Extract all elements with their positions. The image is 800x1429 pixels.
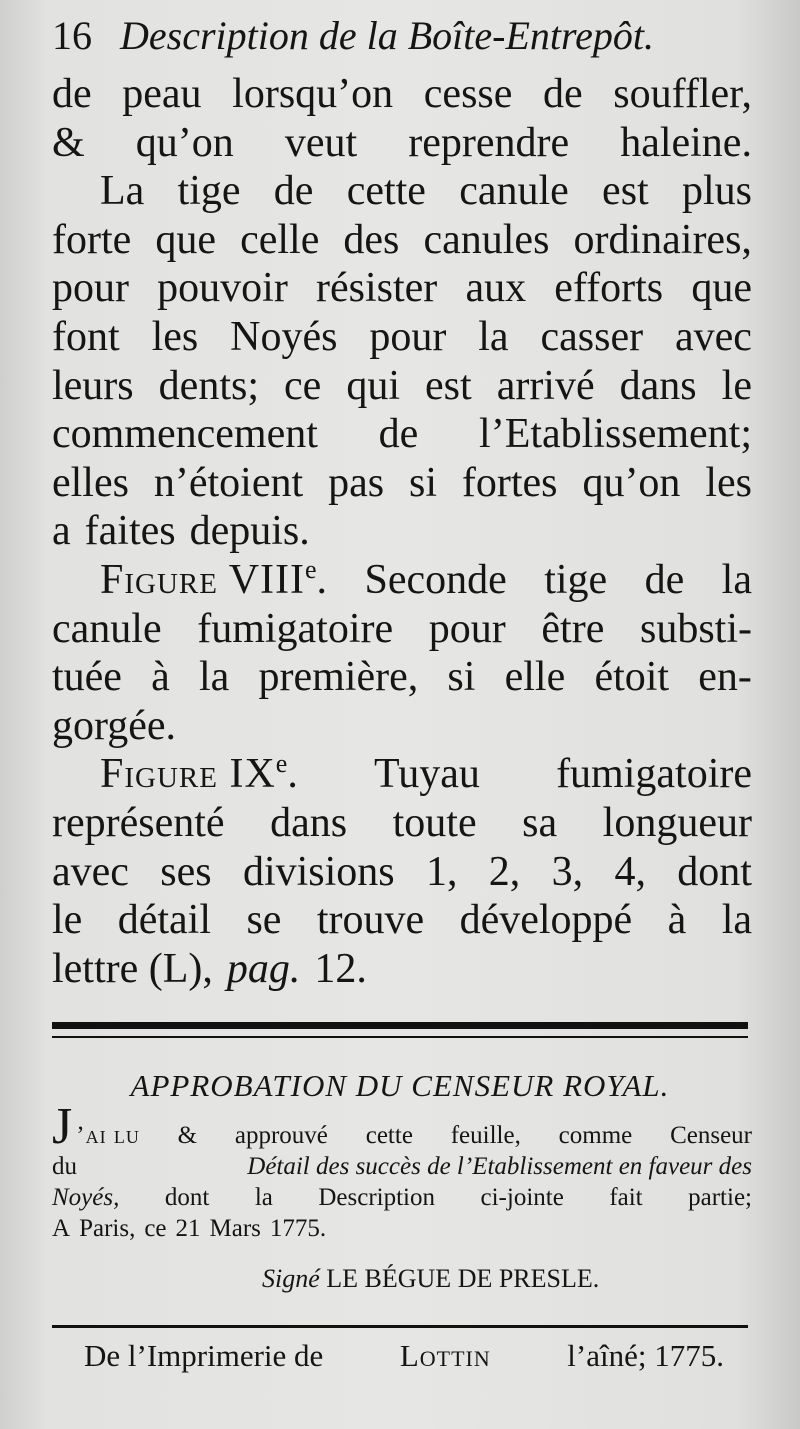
word: ci-jointe bbox=[480, 1184, 564, 1211]
word: détail bbox=[117, 897, 212, 944]
word: divisions bbox=[242, 848, 395, 895]
word: 2, bbox=[488, 848, 521, 895]
approbation-text bbox=[52, 1098, 752, 1244]
page-number: 16 bbox=[52, 13, 92, 58]
word: approuvé bbox=[234, 1122, 328, 1149]
word: a bbox=[52, 508, 71, 555]
word: canule bbox=[52, 605, 162, 652]
word: la bbox=[198, 654, 230, 701]
word: Paris, bbox=[79, 1215, 136, 1242]
running-title: Description de la Boîte-Entrepôt. bbox=[120, 13, 654, 58]
text-fragment: du bbox=[52, 1153, 77, 1180]
figure-label: Figure VIIIe. bbox=[100, 555, 328, 603]
text-line bbox=[52, 507, 752, 556]
word: & bbox=[52, 119, 85, 166]
word: veut bbox=[284, 119, 358, 166]
word: Noyés bbox=[230, 313, 338, 360]
word: font bbox=[52, 313, 120, 360]
text-line bbox=[52, 653, 752, 702]
word: ce bbox=[284, 362, 322, 409]
text-line bbox=[52, 264, 752, 313]
word: elle bbox=[504, 654, 566, 701]
word: pour bbox=[428, 605, 506, 652]
word: souffler, bbox=[613, 71, 752, 117]
word: cette bbox=[365, 1122, 413, 1149]
word: lorsqu’on bbox=[232, 71, 394, 117]
word: longueur bbox=[602, 799, 752, 846]
word: Seconde bbox=[364, 556, 507, 603]
word: les bbox=[151, 313, 199, 360]
word: cesse bbox=[423, 71, 513, 117]
word: leurs bbox=[52, 362, 134, 409]
word: dents; bbox=[158, 362, 259, 409]
text-line bbox=[52, 70, 752, 119]
thick-rule bbox=[52, 1022, 748, 1029]
word: casser bbox=[540, 313, 644, 360]
text-line bbox=[52, 896, 752, 945]
word: de bbox=[644, 556, 685, 603]
word: fait bbox=[609, 1184, 643, 1211]
word: & bbox=[177, 1122, 198, 1149]
word: de bbox=[273, 168, 314, 215]
printer-name: Lottin bbox=[399, 1338, 491, 1373]
word: sa bbox=[522, 799, 558, 846]
word: si bbox=[408, 459, 437, 506]
word: développé bbox=[459, 897, 633, 944]
word: elles bbox=[52, 459, 129, 506]
word: A bbox=[52, 1215, 71, 1242]
word: représenté bbox=[52, 799, 225, 846]
imprint bbox=[84, 1338, 724, 1374]
word: si bbox=[447, 654, 476, 701]
text-line bbox=[52, 459, 752, 508]
word: ce bbox=[144, 1215, 167, 1242]
word: haleine. bbox=[620, 119, 752, 166]
word: que bbox=[691, 265, 752, 312]
word: à bbox=[151, 654, 170, 701]
text-line bbox=[52, 702, 752, 751]
text-line bbox=[52, 119, 752, 168]
word: de bbox=[52, 71, 92, 117]
word: qu’on bbox=[582, 459, 681, 506]
text-line bbox=[52, 362, 752, 411]
word: efforts bbox=[554, 265, 664, 312]
word: arrivé bbox=[496, 362, 595, 409]
word: le bbox=[52, 897, 83, 944]
page-ref: 12. bbox=[314, 945, 367, 992]
word: pour bbox=[52, 265, 129, 312]
body-text bbox=[52, 70, 752, 993]
word: 1775. bbox=[269, 1215, 327, 1242]
word: fumigatoire bbox=[556, 751, 752, 798]
word: cette bbox=[346, 168, 426, 215]
word: tuée bbox=[52, 654, 122, 701]
word: peau bbox=[122, 71, 202, 117]
thin-rule bbox=[52, 1036, 748, 1038]
imprint-prefix: De l’Imprimerie de bbox=[84, 1338, 324, 1373]
word: qu’on bbox=[135, 119, 234, 166]
word: 3, bbox=[551, 848, 584, 895]
word: la bbox=[721, 897, 752, 944]
word: fortes bbox=[461, 459, 558, 506]
word: résister bbox=[316, 265, 438, 312]
word: canule bbox=[459, 168, 569, 215]
word: la bbox=[478, 313, 509, 360]
word: des bbox=[343, 216, 400, 263]
approbation-line bbox=[52, 1098, 752, 1155]
figure-viii-line bbox=[52, 556, 752, 605]
opening: J ’ai lu bbox=[52, 1098, 140, 1155]
word: substi- bbox=[639, 605, 752, 652]
word: qui bbox=[346, 362, 400, 409]
word: gorgée. bbox=[52, 702, 177, 749]
drop-cap: J bbox=[52, 1098, 73, 1155]
word: première, bbox=[258, 654, 419, 701]
text-line bbox=[52, 167, 752, 216]
word: commencement bbox=[52, 411, 318, 458]
word: aux bbox=[465, 265, 527, 312]
lettre-ref: lettre (L), bbox=[52, 945, 213, 992]
word: les bbox=[705, 459, 752, 506]
word: 1, bbox=[425, 848, 458, 895]
word: de bbox=[378, 411, 419, 458]
text-line bbox=[52, 216, 752, 265]
word: ses bbox=[160, 848, 212, 895]
word: feuille, bbox=[450, 1122, 521, 1149]
word: dans bbox=[619, 362, 697, 409]
word: ordinaires, bbox=[573, 216, 752, 263]
work-title-end: Noyés, bbox=[52, 1184, 120, 1211]
text-line bbox=[52, 605, 752, 654]
word: forte bbox=[52, 216, 132, 263]
approbation-line bbox=[52, 1213, 752, 1244]
text-line bbox=[52, 799, 752, 848]
word: canules bbox=[423, 216, 550, 263]
word: pour bbox=[369, 313, 447, 360]
word: depuis. bbox=[189, 508, 310, 555]
word: que bbox=[155, 216, 217, 263]
word: plus bbox=[681, 168, 752, 215]
word: toute bbox=[392, 799, 477, 846]
word: fumigatoire bbox=[197, 605, 394, 652]
imprint-suffix: l’aîné; 1775. bbox=[567, 1338, 724, 1373]
text-line-final bbox=[52, 945, 752, 994]
signed-label: Signé bbox=[262, 1264, 320, 1293]
word: Description bbox=[318, 1184, 435, 1211]
word: dont bbox=[164, 1184, 210, 1211]
word: se bbox=[246, 897, 282, 944]
approbation-line bbox=[52, 1151, 752, 1182]
page-header bbox=[52, 12, 752, 64]
text-line bbox=[52, 410, 752, 459]
word: reprendre bbox=[408, 119, 570, 166]
word: pas bbox=[328, 459, 385, 506]
word: n’étoient bbox=[153, 459, 304, 506]
word: trouve bbox=[316, 897, 425, 944]
word: Censeur bbox=[670, 1122, 752, 1149]
page-abbrev: pag. bbox=[226, 945, 301, 992]
signature-line bbox=[262, 1264, 712, 1294]
word: tige bbox=[177, 168, 241, 215]
word: La bbox=[100, 168, 145, 215]
word: comme bbox=[558, 1122, 633, 1149]
word: dont bbox=[677, 848, 752, 895]
text-line bbox=[52, 848, 752, 897]
word: Mars bbox=[209, 1215, 261, 1242]
word: dans bbox=[270, 799, 348, 846]
figure-label: Figure IXe. bbox=[100, 750, 298, 798]
imprint-rule bbox=[52, 1325, 748, 1328]
word: être bbox=[541, 605, 605, 652]
word: celle bbox=[240, 216, 320, 263]
word: avec bbox=[675, 313, 752, 360]
censor-name: LE BÉGUE DE PRESLE. bbox=[326, 1264, 600, 1293]
word: Tuyau bbox=[374, 751, 480, 798]
word: 21 bbox=[175, 1215, 201, 1242]
word: l’Etablissement; bbox=[479, 411, 752, 458]
word: à bbox=[667, 897, 687, 944]
word: 4, bbox=[614, 848, 646, 895]
figure-ix-line bbox=[52, 750, 752, 799]
word: en- bbox=[698, 654, 752, 701]
word: est bbox=[602, 168, 649, 215]
word: le bbox=[721, 362, 752, 409]
work-title: Détail des succès de l’Etablissement en faveur des bbox=[247, 1153, 752, 1180]
word: tige bbox=[544, 556, 608, 603]
text-line bbox=[52, 313, 752, 362]
word: partie; bbox=[688, 1184, 752, 1211]
approbation-title: APPROBATION DU CENSEUR ROYAL. bbox=[130, 1068, 670, 1103]
word: de bbox=[543, 71, 583, 117]
word: faites bbox=[84, 508, 176, 555]
word: étoit bbox=[594, 654, 670, 701]
word: la bbox=[721, 556, 752, 603]
word: avec bbox=[52, 848, 129, 895]
word: la bbox=[254, 1184, 273, 1211]
word: est bbox=[425, 362, 472, 409]
approbation-line bbox=[52, 1182, 752, 1213]
word: pouvoir bbox=[157, 265, 288, 312]
